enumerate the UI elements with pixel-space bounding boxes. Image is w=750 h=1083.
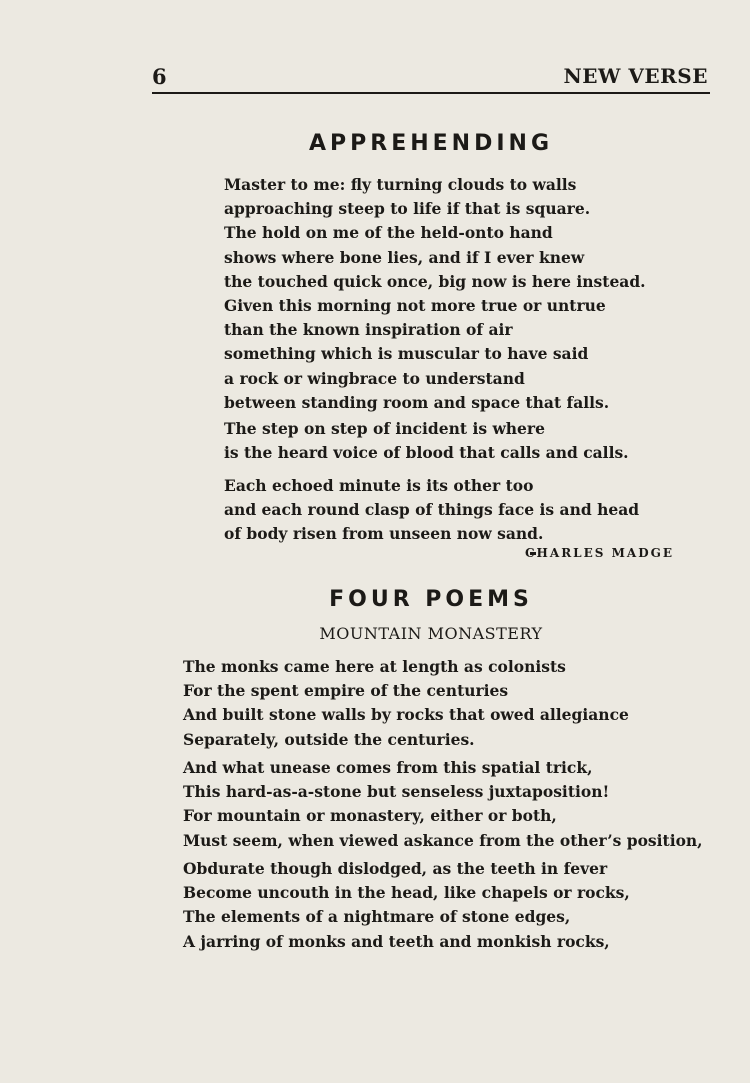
- poem-title: APPREHENDING: [308, 131, 553, 156]
- poem-line: For the spent empire of the centuries: [183, 681, 509, 701]
- poem-line: approaching steep to life if that is square.: [224, 199, 591, 219]
- poem-line: The step on step of incident is where: [224, 419, 545, 438]
- poem-stanza: [224, 173, 646, 294]
- poem-line: The hold on me of the held-onto hand: [224, 223, 553, 243]
- poem-line: And what unease comes from this spatial trick,: [183, 758, 593, 777]
- poem-line: between standing room and space that falls.: [224, 392, 610, 412]
- poem-line: A jarring of monks and teeth and monkish rocks,: [183, 931, 610, 951]
- section-title: FOUR POEMS: [329, 587, 533, 612]
- poem-line: something which is muscular to have said: [224, 344, 589, 364]
- poem-line: Become uncouth in the head, like chapels or rocks,: [183, 883, 630, 903]
- poem-author: CHARLES MADGE: [525, 546, 674, 560]
- poem-line: And built stone walls by rocks that owed allegiance: [183, 705, 629, 725]
- poem-line: and each round clasp of things face is and head: [224, 500, 640, 520]
- poem-stanza: [183, 857, 630, 954]
- poem-line: Must seem, when viewed askance from the other’s position,: [183, 830, 703, 850]
- poem-line: Separately, outside the centuries.: [183, 729, 475, 749]
- poem-line: Obdurate though dislodged, as the teeth in fever: [183, 859, 608, 878]
- poem-line: The elements of a nightmare of stone edges,: [183, 907, 571, 927]
- poem-line: Master to me: fly turning clouds to walls: [224, 175, 577, 194]
- poem-stanza: [183, 756, 703, 853]
- poem-line: than the known inspiration of air: [224, 320, 513, 340]
- poem-line: of body risen from unseen now sand.: [224, 524, 544, 544]
- poem-stanza: [224, 417, 629, 465]
- poem-line: shows where bone lies, and if I ever knew: [224, 247, 585, 267]
- poem-subtitle: MOUNTAIN MONASTERY: [319, 624, 543, 643]
- poem-line: This hard-as-a-stone but senseless juxtaposition!: [183, 782, 610, 802]
- poem-line: For mountain or monastery, either or both,: [183, 806, 557, 826]
- poem-line: The monks came here at length as colonists: [183, 657, 566, 676]
- poem-line: a rock or wingbrace to understand: [224, 368, 525, 388]
- poem-stanza: [183, 655, 629, 752]
- page-number: 6: [152, 64, 167, 89]
- poem-line: Each echoed minute is its other too: [224, 476, 534, 495]
- poem-stanza: [224, 294, 609, 415]
- poem-line: Given this morning not more true or untrue: [224, 296, 606, 315]
- poem-line: is the heard voice of blood that calls and calls.: [224, 443, 629, 463]
- running-header: [152, 62, 710, 94]
- journal-title: NEW VERSE: [563, 64, 708, 88]
- poem-line: the touched quick once, big now is here instead.: [224, 271, 646, 291]
- poem-stanza: [224, 474, 639, 547]
